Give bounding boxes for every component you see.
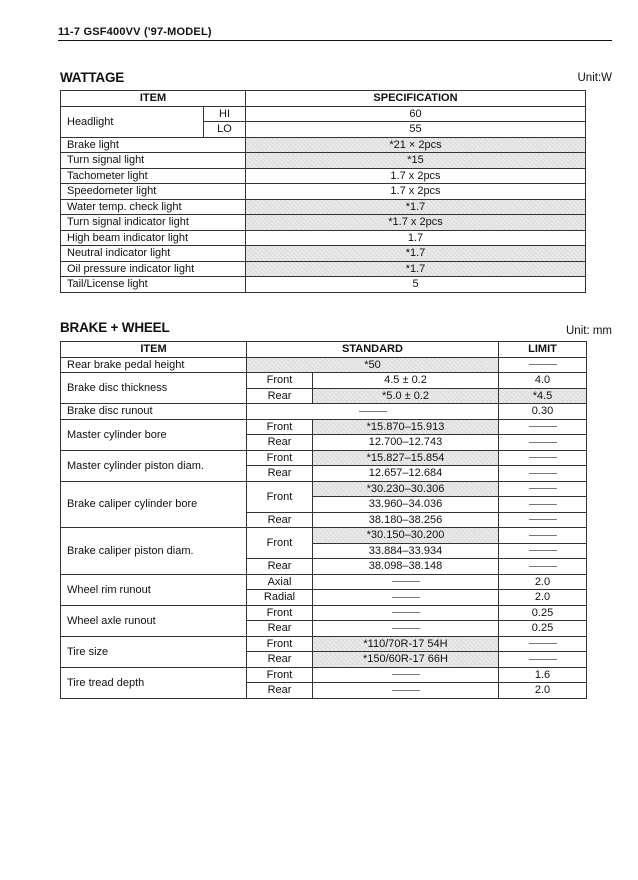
dash [529, 504, 557, 505]
dash [529, 442, 557, 443]
dash [392, 674, 420, 675]
table-row [61, 277, 586, 293]
position-label: Front [247, 667, 313, 683]
wattage-title: WATTAGE [60, 70, 125, 85]
position-label: Front [247, 450, 313, 466]
standard-value: *110/70R-17 54H [313, 636, 499, 652]
table-row [61, 419, 587, 435]
brake-wheel-table [60, 341, 587, 699]
limit-value: 1.6 [499, 667, 587, 683]
item-label: Tire size [61, 636, 247, 667]
standard-value: 38.180–38.256 [313, 512, 499, 528]
wattage-item-label: Brake light [61, 137, 246, 153]
item-label: Rear brake pedal height [61, 357, 247, 373]
limit-value: 0.25 [499, 621, 587, 637]
position-label: Rear [247, 466, 313, 482]
headlight-lo-value: 55 [246, 122, 586, 138]
item-label: Brake disc thickness [61, 373, 247, 404]
headlight-hi-label: HI [204, 106, 246, 122]
header-rule [58, 40, 612, 41]
dash [392, 612, 420, 613]
item-label: Master cylinder bore [61, 419, 247, 450]
dash [529, 550, 557, 551]
limit-value: 2.0 [499, 590, 587, 606]
page-header: 11-7 GSF400VV ('97-MODEL) [58, 26, 212, 38]
wattage-item-value: *21 × 2pcs [246, 137, 586, 153]
wattage-col-spec: SPECIFICATION [246, 91, 586, 107]
table-row [61, 199, 586, 215]
position-label: Rear [247, 652, 313, 668]
position-label: Rear [247, 621, 313, 637]
position-label: Rear [247, 435, 313, 451]
wattage-table [60, 90, 586, 293]
brake-wheel-title: BRAKE + WHEEL [60, 320, 170, 335]
position-label: Rear [247, 559, 313, 575]
position-label: Front [247, 605, 313, 621]
wattage-item-label: Tachometer light [61, 168, 246, 184]
position-label: Front [247, 636, 313, 652]
position-label: Rear [247, 388, 313, 404]
limit-value: 0.30 [499, 404, 587, 420]
table-row [61, 605, 587, 621]
limit-none [499, 559, 587, 575]
limit-none [499, 636, 587, 652]
standard-none [313, 605, 499, 621]
position-label: Axial [247, 574, 313, 590]
limit-value: 2.0 [499, 574, 587, 590]
headlight-lo-label: LO [204, 122, 246, 138]
table-row [61, 137, 586, 153]
limit-none [499, 466, 587, 482]
standard-value: *30.230–30.306 [313, 481, 499, 497]
headlight-label: Headlight [61, 106, 204, 137]
table-row [61, 636, 587, 652]
dash [359, 411, 387, 412]
limit-value: 2.0 [499, 683, 587, 699]
standard-value: 33.884–33.934 [313, 543, 499, 559]
wattage-item-label: Tail/License light [61, 277, 246, 293]
wattage-item-label: Turn signal indicator light [61, 215, 246, 231]
table-row [61, 528, 587, 544]
standard-value: *5.0 ± 0.2 [313, 388, 499, 404]
table-row [61, 230, 586, 246]
standard-value: *15.827–15.854 [313, 450, 499, 466]
wattage-item-label: Water temp. check light [61, 199, 246, 215]
wattage-item-label: High beam indicator light [61, 230, 246, 246]
table-row [61, 373, 587, 389]
limit-none [499, 528, 587, 544]
wattage-item-label: Neutral indicator light [61, 246, 246, 262]
table-row [61, 574, 587, 590]
dash [392, 597, 420, 598]
dash [392, 690, 420, 691]
position-label: Front [247, 528, 313, 559]
dash [529, 488, 557, 489]
limit-none [499, 543, 587, 559]
table-row [61, 357, 587, 373]
dash [392, 581, 420, 582]
wattage-item-value: *1.7 [246, 246, 586, 262]
dash [529, 519, 557, 520]
item-label: Brake caliper piston diam. [61, 528, 247, 575]
standard-value: 33.960–34.036 [313, 497, 499, 513]
item-label: Brake disc runout [61, 404, 247, 420]
wattage-col-item: ITEM [61, 91, 246, 107]
table-row [61, 261, 586, 277]
position-label: Rear [247, 512, 313, 528]
dash [529, 364, 557, 365]
dash [529, 566, 557, 567]
standard-none [313, 590, 499, 606]
standard-none [313, 574, 499, 590]
brake-col-item: ITEM [61, 342, 247, 358]
position-label: Rear [247, 683, 313, 699]
wattage-item-value: 1.7 x 2pcs [246, 168, 586, 184]
limit-none [499, 481, 587, 497]
limit-none [499, 419, 587, 435]
wattage-item-label: Turn signal light [61, 153, 246, 169]
standard-none [247, 404, 499, 420]
limit-none [499, 450, 587, 466]
position-label: Front [247, 373, 313, 389]
wattage-item-label: Speedometer light [61, 184, 246, 200]
position-label: Front [247, 481, 313, 512]
limit-none [499, 512, 587, 528]
item-label: Wheel axle runout [61, 605, 247, 636]
brake-wheel-unit: Unit: mm [566, 325, 612, 337]
table-row [61, 153, 586, 169]
dash [529, 457, 557, 458]
table-row [61, 450, 587, 466]
table-row [61, 481, 587, 497]
item-label: Wheel rim runout [61, 574, 247, 605]
wattage-item-value: 1.7 x 2pcs [246, 184, 586, 200]
dash [529, 535, 557, 536]
table-row [61, 667, 587, 683]
table-row [61, 404, 587, 420]
standard-value: *150/60R-17 66H [313, 652, 499, 668]
standard-value: 12.657–12.684 [313, 466, 499, 482]
limit-none [499, 652, 587, 668]
standard-value: 38.098–38.148 [313, 559, 499, 575]
standard-value: *50 [247, 357, 499, 373]
position-label: Front [247, 419, 313, 435]
wattage-item-value: *1.7 [246, 199, 586, 215]
wattage-item-value: *1.7 [246, 261, 586, 277]
standard-value: *15.870–15.913 [313, 419, 499, 435]
standard-value: *30.150–30.200 [313, 528, 499, 544]
dash [529, 659, 557, 660]
limit-none [499, 497, 587, 513]
table-row [61, 168, 586, 184]
table-row [61, 215, 586, 231]
limit-value: 0.25 [499, 605, 587, 621]
brake-col-standard: STANDARD [247, 342, 499, 358]
position-label: Radial [247, 590, 313, 606]
dash [529, 643, 557, 644]
table-row [61, 184, 586, 200]
wattage-item-value: *1.7 x 2pcs [246, 215, 586, 231]
wattage-item-label: Oil pressure indicator light [61, 261, 246, 277]
table-row [61, 246, 586, 262]
limit-none [499, 357, 587, 373]
headlight-hi-value: 60 [246, 106, 586, 122]
wattage-item-value: 5 [246, 277, 586, 293]
standard-value: 4.5 ± 0.2 [313, 373, 499, 389]
brake-col-limit: LIMIT [499, 342, 587, 358]
standard-none [313, 683, 499, 699]
dash [392, 628, 420, 629]
standard-none [313, 667, 499, 683]
wattage-item-value: *15 [246, 153, 586, 169]
dash [529, 426, 557, 427]
limit-none [499, 435, 587, 451]
item-label: Brake caliper cylinder bore [61, 481, 247, 528]
standard-none [313, 621, 499, 637]
standard-value: 12.700–12.743 [313, 435, 499, 451]
dash [529, 473, 557, 474]
wattage-unit: Unit:W [577, 72, 612, 84]
limit-value: *4.5 [499, 388, 587, 404]
item-label: Tire tread depth [61, 667, 247, 698]
wattage-item-value: 1.7 [246, 230, 586, 246]
limit-value: 4.0 [499, 373, 587, 389]
item-label: Master cylinder piston diam. [61, 450, 247, 481]
